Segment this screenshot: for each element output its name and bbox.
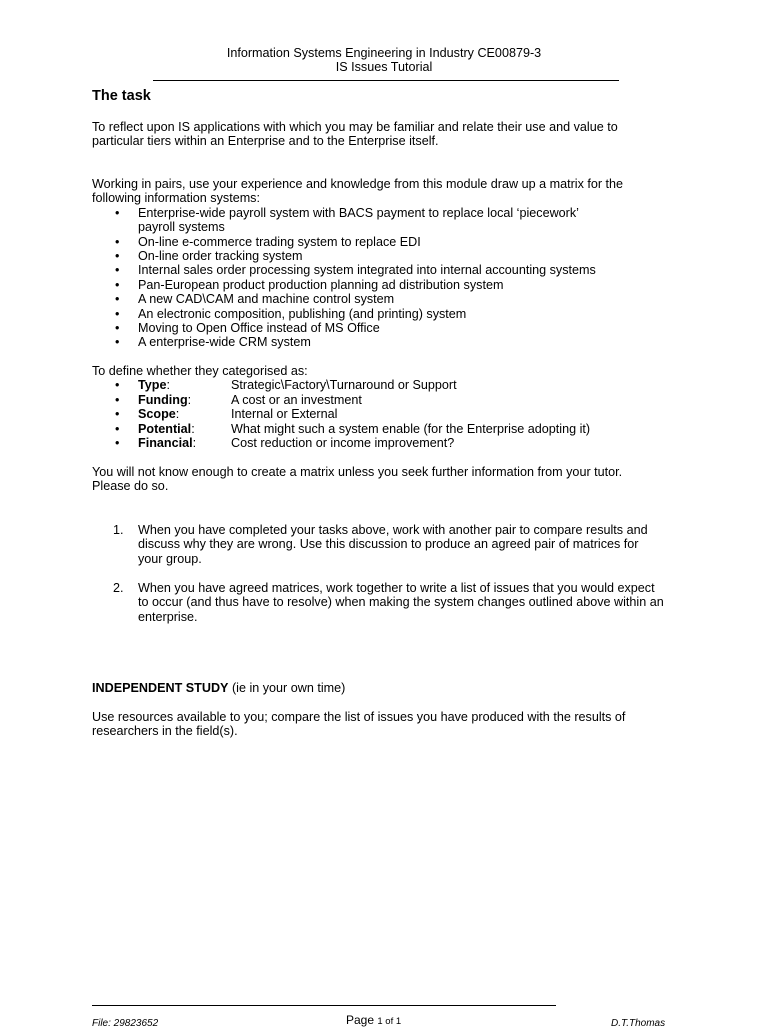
systems-list bbox=[92, 206, 692, 350]
step-number: 2. bbox=[113, 581, 124, 595]
independent-line: Use resources available to you; compare the list of issues you have produced with the results of bbox=[92, 710, 626, 724]
system-item: • Internal sales order processing system integrated into internal accounting systems bbox=[92, 263, 692, 277]
category-row: • Scope: Internal or External bbox=[92, 407, 692, 421]
step-line: When you have agreed matrices, work together to write a list of issues that you would expect bbox=[138, 581, 655, 595]
matrix-intro-line: following information systems: bbox=[92, 191, 260, 206]
system-item: • On-line e-commerce trading system to replace EDI bbox=[92, 235, 692, 249]
category-row: • Funding: A cost or an investment bbox=[92, 393, 692, 407]
step-line: discuss why they are wrong. Use this discussion to produce an agreed pair of matrices for bbox=[138, 537, 639, 552]
tutor-note-line: Please do so. bbox=[92, 479, 169, 494]
step-item bbox=[92, 523, 692, 566]
intro-line: To reflect upon IS applications with which you may be familiar and relate their use and value to bbox=[92, 120, 618, 134]
matrix-instructions bbox=[92, 177, 692, 350]
footer-file: File: 29823652 bbox=[92, 1018, 159, 1029]
system-item: • A new CAD\CAM and machine control system bbox=[92, 292, 692, 306]
categorise-intro: To define whether they categorised as: bbox=[92, 364, 308, 378]
tutor-note bbox=[92, 465, 692, 494]
category-term: Financial bbox=[138, 436, 193, 451]
independent-study-text bbox=[92, 710, 692, 739]
step-line: When you have completed your tasks above, work with another pair to compare results and bbox=[138, 523, 648, 537]
category-term: Scope bbox=[138, 407, 176, 422]
intro-line: particular tiers within an Enterprise and to the Enterprise itself. bbox=[92, 134, 439, 149]
header-course-title: Information Systems Engineering in Industry CE00879-3 bbox=[226, 46, 542, 60]
category-row: • Potential: What might such a system enable (for the Enterprise adopting it) bbox=[92, 422, 692, 436]
header-tutorial-title: IS Issues Tutorial bbox=[335, 60, 433, 75]
matrix-intro-line: Working in pairs, use your experience and knowledge from this module draw up a matrix for the bbox=[92, 177, 624, 191]
header-rule bbox=[153, 80, 619, 81]
category-term: Funding bbox=[138, 392, 188, 407]
independent-study-subtitle: (ie in your own time) bbox=[231, 681, 346, 695]
category-term: Potential bbox=[138, 421, 192, 436]
category-desc: A cost or an investment bbox=[231, 392, 362, 407]
independent-line: researchers in the field(s). bbox=[92, 724, 238, 739]
category-desc: Cost reduction or income improvement? bbox=[231, 436, 455, 451]
intro-paragraph bbox=[92, 120, 692, 149]
step-line: to occur (and thus have to resolve) when making the system changes outlined above within an bbox=[138, 595, 664, 610]
system-item: • Pan-European product production planning ad distribution system bbox=[92, 278, 692, 292]
system-item: • On-line order tracking system bbox=[92, 249, 692, 263]
step-line: your group. bbox=[138, 551, 202, 566]
page-title: The task bbox=[92, 88, 151, 104]
system-item: • Enterprise-wide payroll system with BACS payment to replace local ‘piecework’ payroll systems bbox=[92, 206, 598, 235]
categorisation-section bbox=[92, 364, 692, 450]
category-desc: Strategic\Factory\Turnaround or Support bbox=[231, 378, 457, 393]
step-item bbox=[92, 581, 692, 624]
step-number: 1. bbox=[113, 523, 124, 537]
footer-page bbox=[346, 1013, 401, 1029]
category-desc: Internal or External bbox=[231, 407, 338, 422]
document-header bbox=[0, 46, 768, 75]
category-row: • Financial: Cost reduction or income improvement? bbox=[92, 436, 692, 450]
system-item: • A enterprise-wide CRM system bbox=[92, 335, 692, 349]
step-line: enterprise. bbox=[138, 609, 198, 624]
footer-author: D.T.Thomas bbox=[611, 1018, 666, 1029]
independent-study-title: INDEPENDENT STUDY bbox=[92, 681, 229, 695]
category-term: Type bbox=[138, 378, 167, 393]
footer-page-label: Page bbox=[346, 1013, 375, 1027]
independent-study-heading bbox=[92, 681, 692, 695]
category-desc: What might such a system enable (for the Enterprise adopting it) bbox=[231, 421, 591, 436]
system-item: • Moving to Open Office instead of MS Office bbox=[92, 321, 692, 335]
footer-page-count: 1 of 1 bbox=[377, 1016, 402, 1027]
category-row: • Type: Strategic\Factory\Turnaround or Support bbox=[92, 378, 692, 392]
footer-rule bbox=[92, 1005, 556, 1006]
tutor-note-line: You will not know enough to create a matrix unless you seek further information from your tutor. bbox=[92, 465, 623, 479]
system-item: • An electronic composition, publishing (and printing) system bbox=[92, 307, 692, 321]
